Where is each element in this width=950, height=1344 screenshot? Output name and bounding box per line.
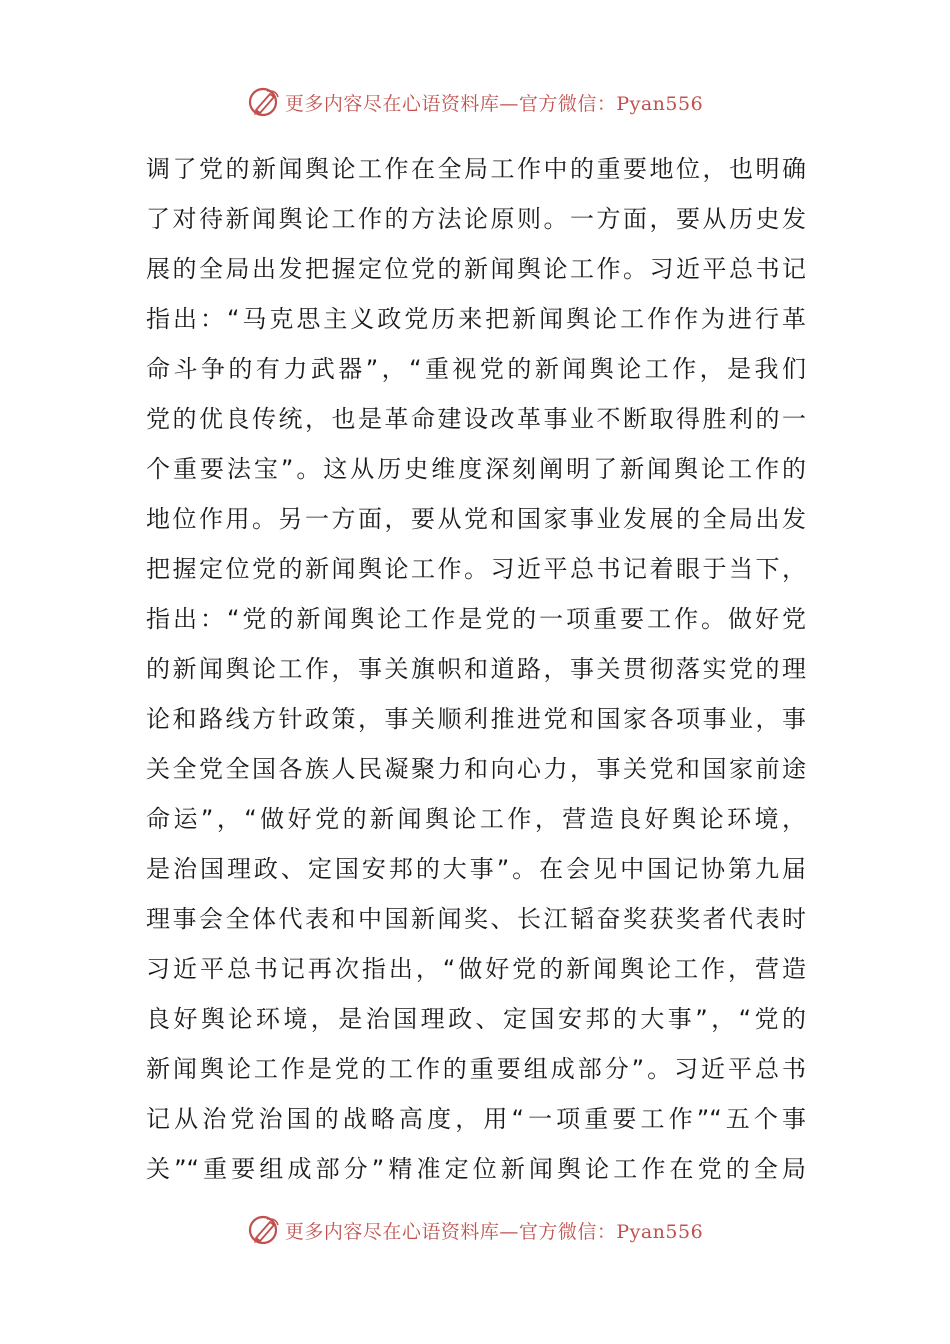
body-text-line: 新闻舆论工作是党的工作的重要组成部分”。习近平总书 — [146, 1055, 806, 1083]
body-text-line: 习近平总书记再次指出，“做好党的新闻舆论工作，营造 — [146, 955, 806, 983]
header-banner-text: 更多内容尽在心语资料库—官方微信：Pyan556 — [284, 92, 704, 115]
document-body — [146, 144, 806, 1194]
body-text-line: 良好舆论环境，是治国理政、定国安邦的大事”，“党的 — [146, 1005, 806, 1033]
footer-banner-text: 更多内容尽在心语资料库—官方微信：Pyan556 — [284, 1220, 704, 1243]
body-text-line: 展的全局出发把握定位党的新闻舆论工作。习近平总书记 — [146, 255, 806, 283]
body-text-line: 调了党的新闻舆论工作在全局工作中的重要地位，也明确 — [146, 155, 806, 183]
body-text-line: 了对待新闻舆论工作的方法论原则。一方面，要从历史发 — [146, 205, 806, 233]
body-text-line: 命运”，“做好党的新闻舆论工作，营造良好舆论环境， — [146, 805, 806, 833]
body-text-line: 党的优良传统，也是革命建设改革事业不断取得胜利的一 — [146, 405, 806, 433]
header-watermark-banner — [0, 82, 950, 122]
body-text-line: 地位作用。另一方面，要从党和国家事业发展的全局出发 — [146, 505, 806, 533]
body-text-line: 关”“重要组成部分”精准定位新闻舆论工作在党的全局 — [146, 1155, 806, 1183]
body-text-line: 理事会全体代表和中国新闻奖、长江韬奋奖获奖者代表时 — [146, 905, 806, 933]
body-text-line: 命斗争的有力武器”，“重视党的新闻舆论工作，是我们 — [146, 355, 806, 383]
body-text-line: 关全党全国各族人民凝聚力和向心力，事关党和国家前途 — [146, 755, 806, 783]
pen-logo-icon — [247, 1213, 281, 1247]
body-text-line: 论和路线方针政策，事关顺利推进党和国家各项事业，事 — [146, 705, 806, 733]
body-text-line: 指出：“马克思主义政党历来把新闻舆论工作作为进行革 — [146, 305, 806, 333]
body-text-line: 把握定位党的新闻舆论工作。习近平总书记着眼于当下， — [146, 555, 806, 583]
body-text-line: 个重要法宝”。这从历史维度深刻阐明了新闻舆论工作的 — [146, 455, 806, 483]
body-text-line: 记从治党治国的战略高度，用“一项重要工作”“五个事 — [146, 1105, 806, 1133]
body-text-line: 指出：“党的新闻舆论工作是党的一项重要工作。做好党 — [146, 605, 806, 633]
body-text-line: 是治国理政、定国安邦的大事”。在会见中国记协第九届 — [146, 855, 806, 883]
body-text-line: 的新闻舆论工作，事关旗帜和道路，事关贯彻落实党的理 — [146, 655, 806, 683]
pen-logo-icon — [247, 85, 281, 119]
footer-watermark-banner — [0, 1210, 950, 1250]
